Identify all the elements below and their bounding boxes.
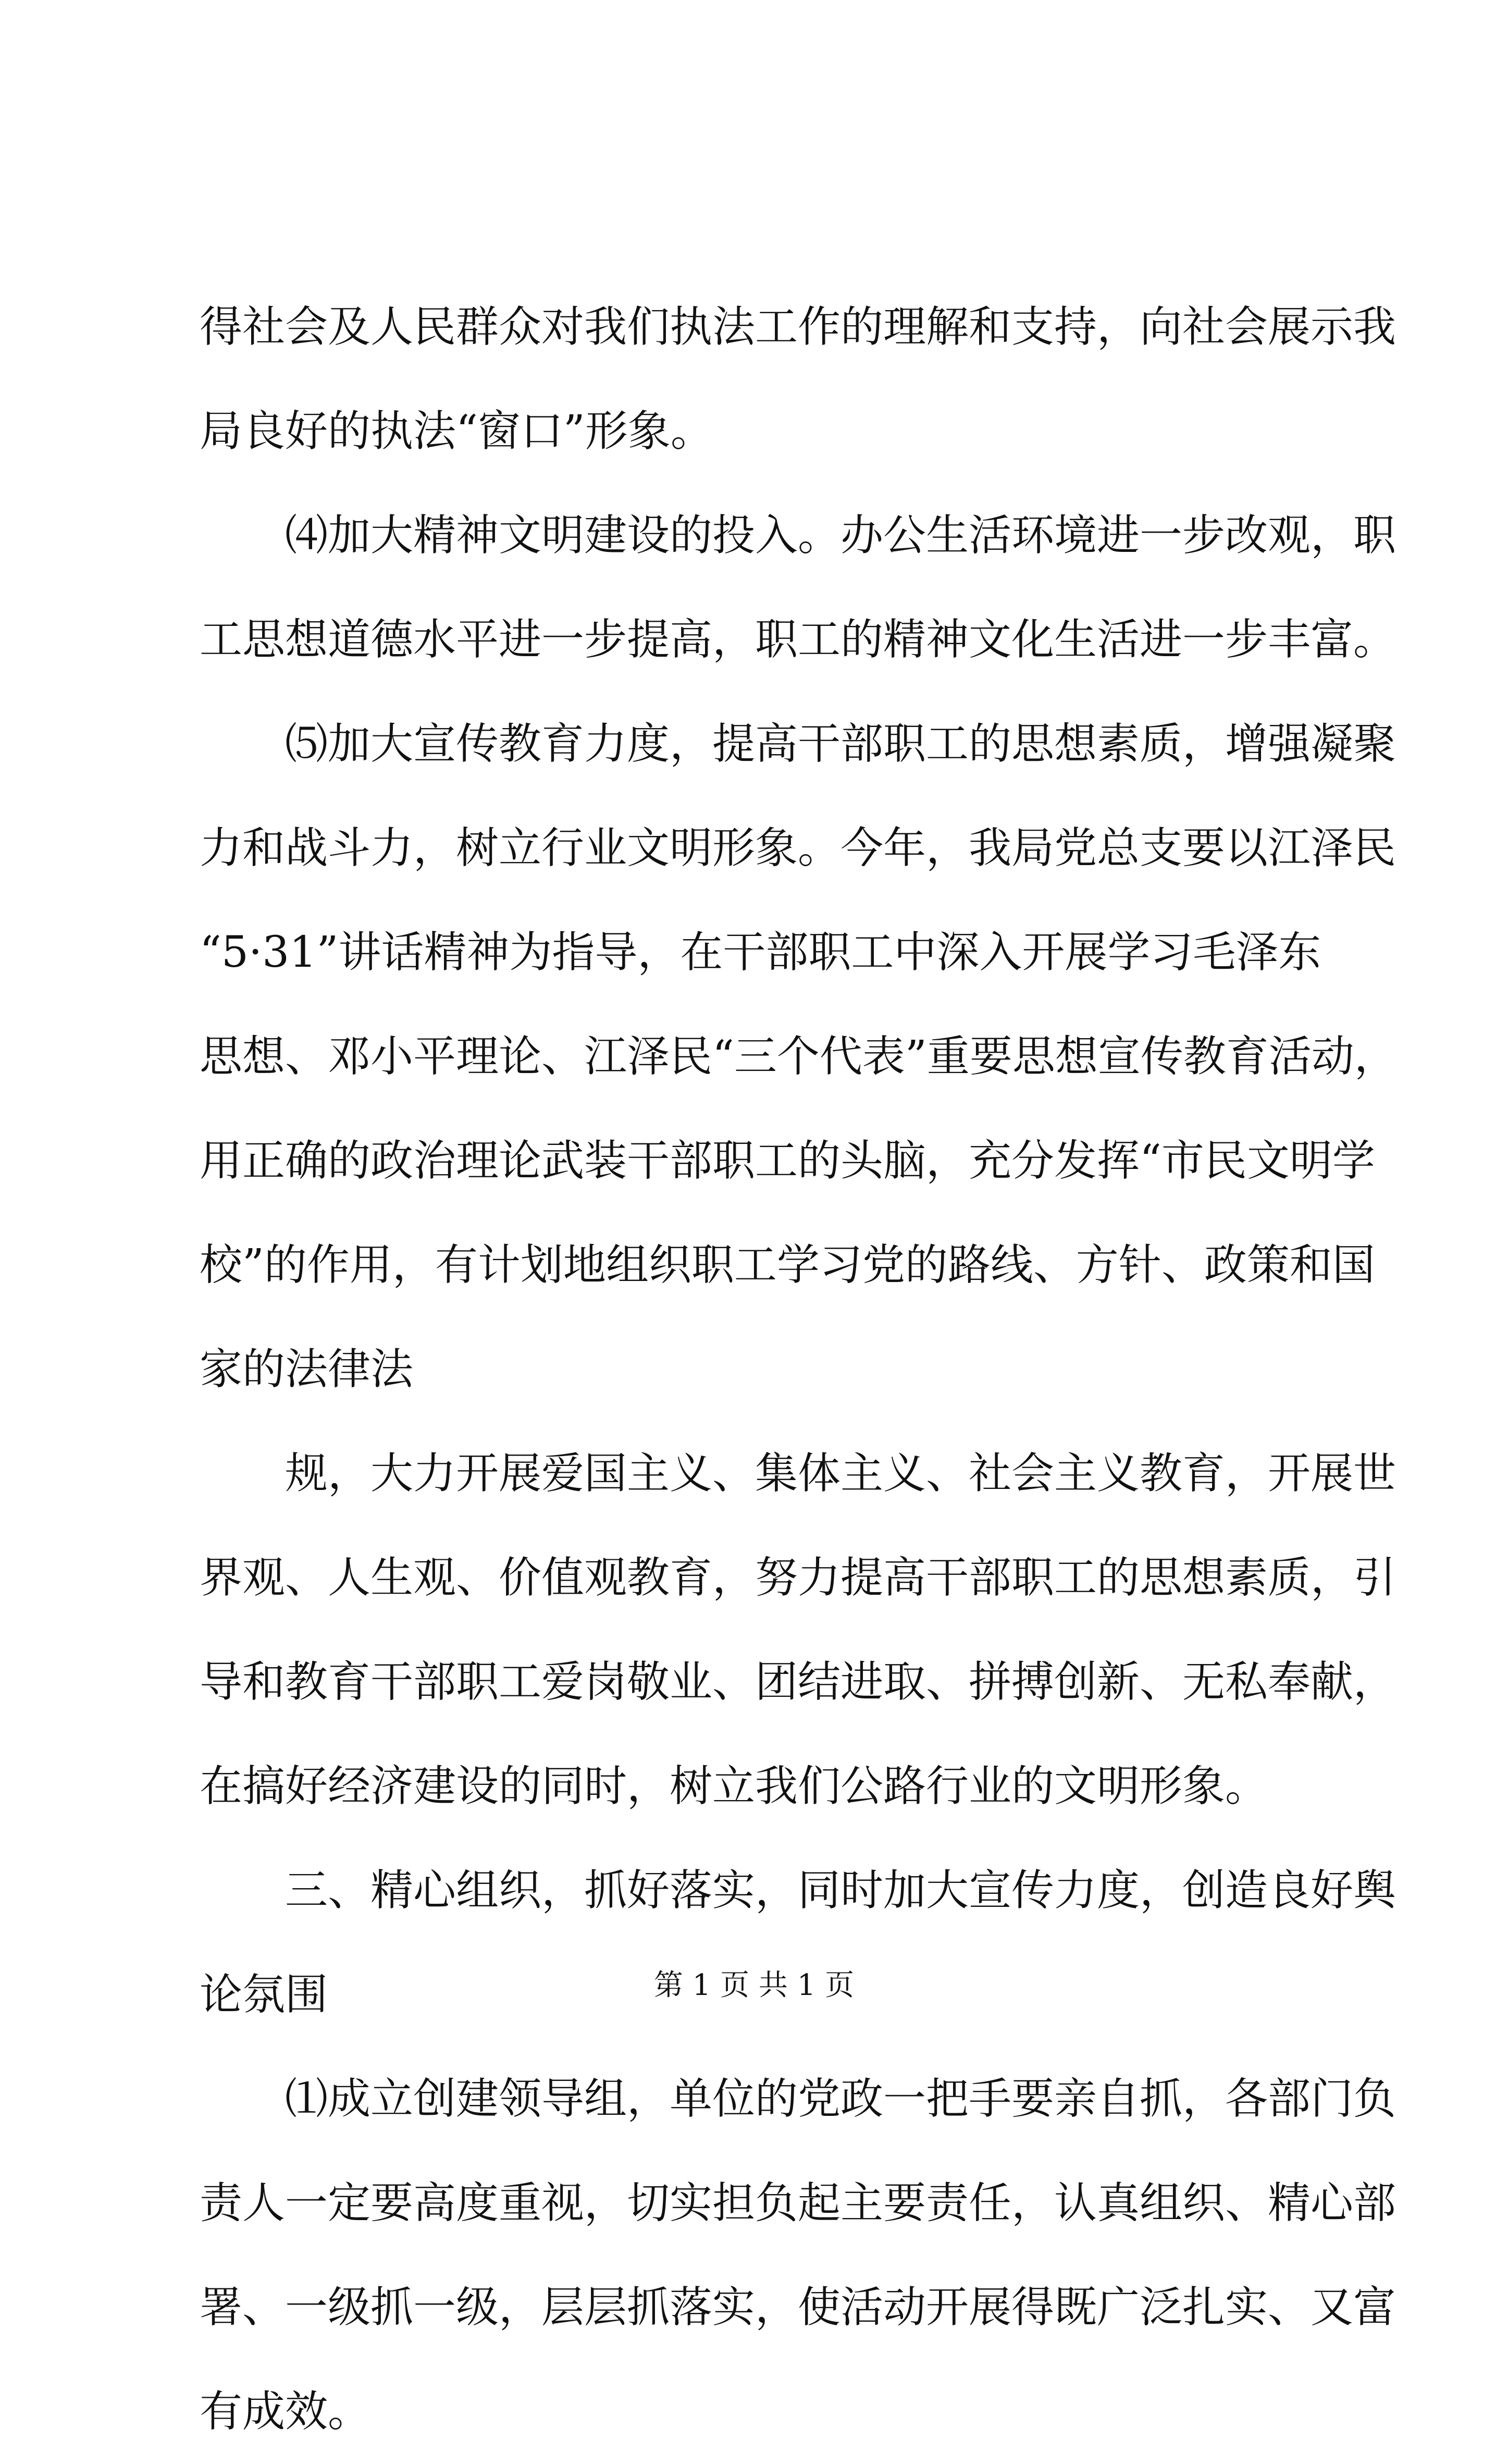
text-line-11: 家的法律法 [200, 1345, 414, 1394]
text-line-12: 规，大力开展爱国主义、集体主义、社会主义教育，开展世 [285, 1449, 1396, 1498]
text-line-5: ⑸加大宣传教育力度，提高干部职工的思想素质，增强凝聚 [285, 719, 1396, 769]
section-heading: 三、精心组织，抓好落实，同时加大宣传力度，创造良好舆 [285, 1866, 1396, 1915]
text-line-14: 导和教育干部职工爱岗敬业、团结进取、拼搏创新、无私奉献， [200, 1657, 1396, 1707]
text-line-19: 责人一定要高度重视，切实担负起主要责任，认真组织、精心部 [200, 2178, 1396, 2228]
text-line-18: ⑴成立创建领导组，单位的党政一把手要亲自抓，各部门负 [285, 2074, 1396, 2124]
text-line-20: 署、一级抓一级，层层抓落实，使活动开展得既广泛扎实、又富 [200, 2283, 1396, 2332]
text-line-13: 界观、人生观、价值观教育，努力提高干部职工的思想素质，引 [200, 1553, 1396, 1603]
page-number-footer: 第 1 页 共 1 页 [653, 1968, 855, 2002]
text-line-8: 思想、邓小平理论、江泽民“三个代表”重要思想宣传教育活动， [200, 1032, 1397, 1081]
text-line-1: 得社会及人民群众对我们执法工作的理解和支持，向社会展示我 [200, 302, 1396, 352]
text-line-15: 在搞好经济建设的同时，树立我们公路行业的文明形象。 [200, 1761, 1268, 1811]
text-line-21: 有成效。 [200, 2387, 371, 2436]
document-body [200, 275, 1397, 2464]
text-line-2: 局良好的执法“窗口”形象。 [200, 406, 713, 456]
section-heading-cont: 论氛围 [200, 1970, 328, 2019]
text-line-6: 力和战斗力，树立行业文明形象。今年，我局党总支要以江泽民 [200, 823, 1396, 873]
text-line-10: 校”的作用，有计划地组织职工学习党的路线、方针、政策和国 [200, 1240, 1375, 1290]
text-line-4: 工思想道德水平进一步提高，职工的精神文化生活进一步丰富。 [200, 615, 1396, 664]
text-line-3: ⑷加大精神文明建设的投入。办公生活环境进一步改观，职 [285, 511, 1396, 560]
text-line-9: 用正确的政治理论武装干部职工的头脑，充分发挥“市民文明学 [200, 1136, 1375, 1186]
text-line-7: “5·31”讲话精神为指导，在干部职工中深入开展学习毛泽东 [200, 928, 1321, 977]
